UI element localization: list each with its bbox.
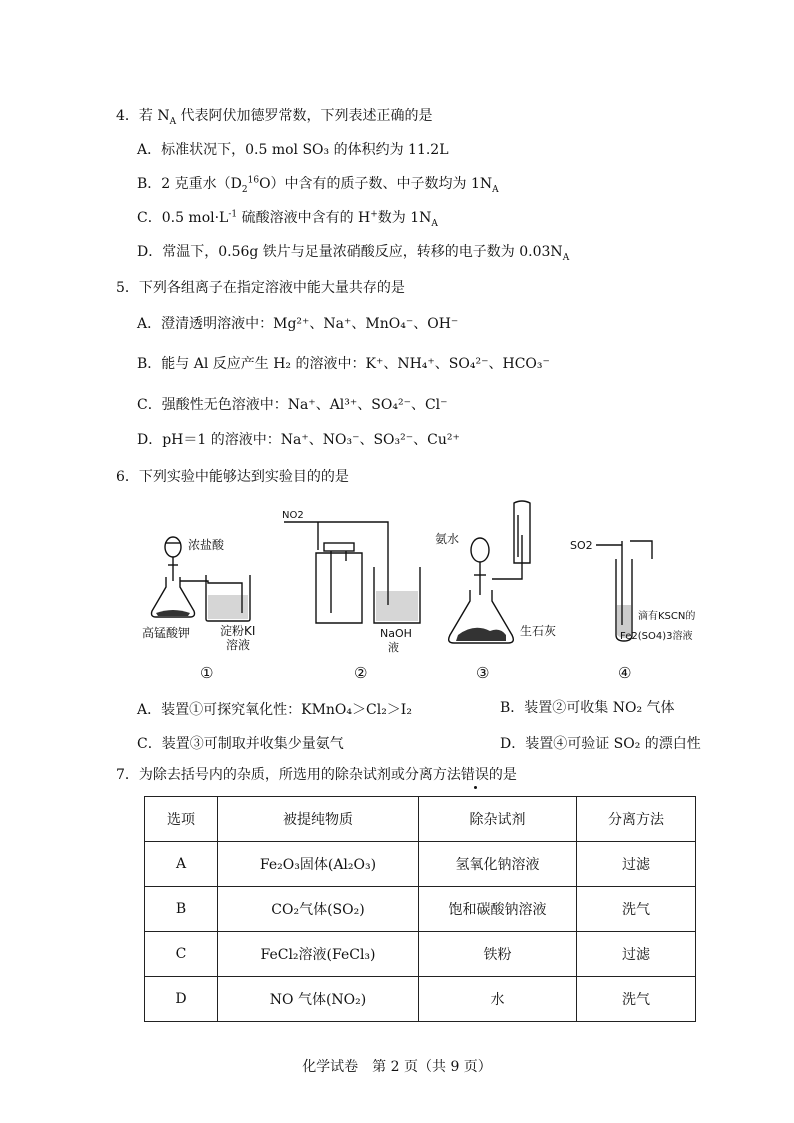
label-fe2so43-solution: Fe2(SO4)3溶液 [620, 631, 693, 642]
table-cell: C [145, 932, 218, 977]
table-header-cell: 分离方法 [577, 797, 696, 842]
table-cell: 水 [419, 977, 577, 1022]
table-cell: CO₂气体(SO₂) [218, 887, 419, 932]
table-cell: 洗气 [577, 977, 696, 1022]
q6-option-c: C．装置③可制取并收集少量氨气 [137, 736, 344, 752]
q4-stem: 4．若 $N_A$ 代表阿伏加德罗常数，下列表述正确的是 [116, 108, 433, 127]
table-cell: 过滤 [577, 932, 696, 977]
q4-option-b: B．2 克重水$(D_2^{16}O)$中含有的质子数、中子数均为 $1N_A$ [137, 175, 499, 195]
q5-stem: 5．下列各组离子在指定溶液中能大量共存的是 [116, 280, 405, 296]
table-row [145, 977, 696, 1022]
table-cell: A [145, 842, 218, 887]
table-cell: Fe₂O₃固体(Al₂O₃) [218, 842, 419, 887]
table-row [145, 887, 696, 932]
table-header-cell: 除杂试剂 [419, 797, 577, 842]
q4-option-d: D．常温下，0.56g 铁片与足量浓硝酸反应，转移的电子数为 $0.03N_A$ [137, 244, 570, 263]
apparatus-3 [449, 501, 530, 643]
q7-stem: 7．为除去括号内的杂质，所选用的除杂试剂或分离方法错误的是 [116, 767, 517, 783]
table-header-cell: 选项 [145, 797, 218, 842]
label-quicklime: 生石灰 [520, 624, 557, 638]
page-footer: 化学试卷 第 2 页（共 9 页） [302, 1059, 492, 1075]
table-cell: D [145, 977, 218, 1022]
table-cell: NO 气体(NO₂) [218, 977, 419, 1022]
q4-option-a: A．标准状况下，0.5 mol SO₃ 的体积约为 11.2L [137, 142, 449, 158]
q4-option-c: C．0.5 $mol\cdot L^{-1}$ 硫酸溶液中含有的 H+数为 $1N_A$ [137, 209, 438, 229]
q6-option-a: A．装置①可探究氧化性：KMnO₄＞Cl₂＞I₂ [137, 702, 412, 718]
figure-number-3: ③ [476, 664, 490, 682]
q7-emphasis-wrong: 错误 [460, 767, 489, 783]
label-ki-solution: 溶液 [226, 638, 251, 652]
table-cell: B [145, 887, 218, 932]
table-row [145, 842, 696, 887]
label-naoh: NaOH [380, 627, 412, 640]
q7-table [144, 796, 696, 1022]
label-naoh-solution: 液 [388, 641, 399, 654]
table-cell: 过滤 [577, 842, 696, 887]
table-cell: FeCl₂溶液(FeCl₃) [218, 932, 419, 977]
q5-option-b: B．能与 Al 反应产生 H₂ 的溶液中：K⁺、NH₄⁺、SO₄²⁻、HCO₃⁻ [137, 356, 550, 372]
table-cell: 洗气 [577, 887, 696, 932]
q5-option-c: C．强酸性无色溶液中：Na⁺、Al³⁺、SO₄²⁻、Cl⁻ [137, 397, 448, 413]
table-header-row [145, 797, 696, 842]
q6-option-b: B．装置②可收集 NO₂ 气体 [500, 700, 675, 716]
table-cell: 铁粉 [419, 932, 577, 977]
figure-number-1: ① [200, 664, 214, 682]
apparatus-figure [130, 495, 730, 690]
label-kmno4: 高锰酸钾 [142, 626, 191, 640]
label-starch-ki: 淀粉KI [220, 624, 256, 638]
table-header-cell: 被提纯物质 [218, 797, 419, 842]
q6-stem: 6．下列实验中能够达到实验目的的是 [116, 469, 349, 485]
q6-option-d: D．装置④可验证 SO₂ 的漂白性 [500, 736, 701, 752]
label-ammonia-water: 氨水 [435, 532, 460, 546]
figure-number-4: ④ [618, 664, 632, 682]
label-concentrated-hcl: 浓盐酸 [188, 538, 225, 552]
label-no2: NO2 [282, 510, 304, 521]
q5-option-a: A．澄清透明溶液中：Mg²⁺、Na⁺、MnO₄⁻、OH⁻ [137, 316, 459, 332]
table-row [145, 932, 696, 977]
q5-option-d: D．pH＝1 的溶液中：Na⁺、NO₃⁻、SO₃²⁻、Cu²⁺ [137, 432, 460, 448]
table-cell: 饱和碳酸钠溶液 [419, 887, 577, 932]
label-so2: SO2 [570, 539, 593, 552]
table-cell: 氢氧化钠溶液 [419, 842, 577, 887]
label-kscn: 滴有KSCN的 [638, 611, 696, 622]
figure-number-2: ② [354, 664, 368, 682]
